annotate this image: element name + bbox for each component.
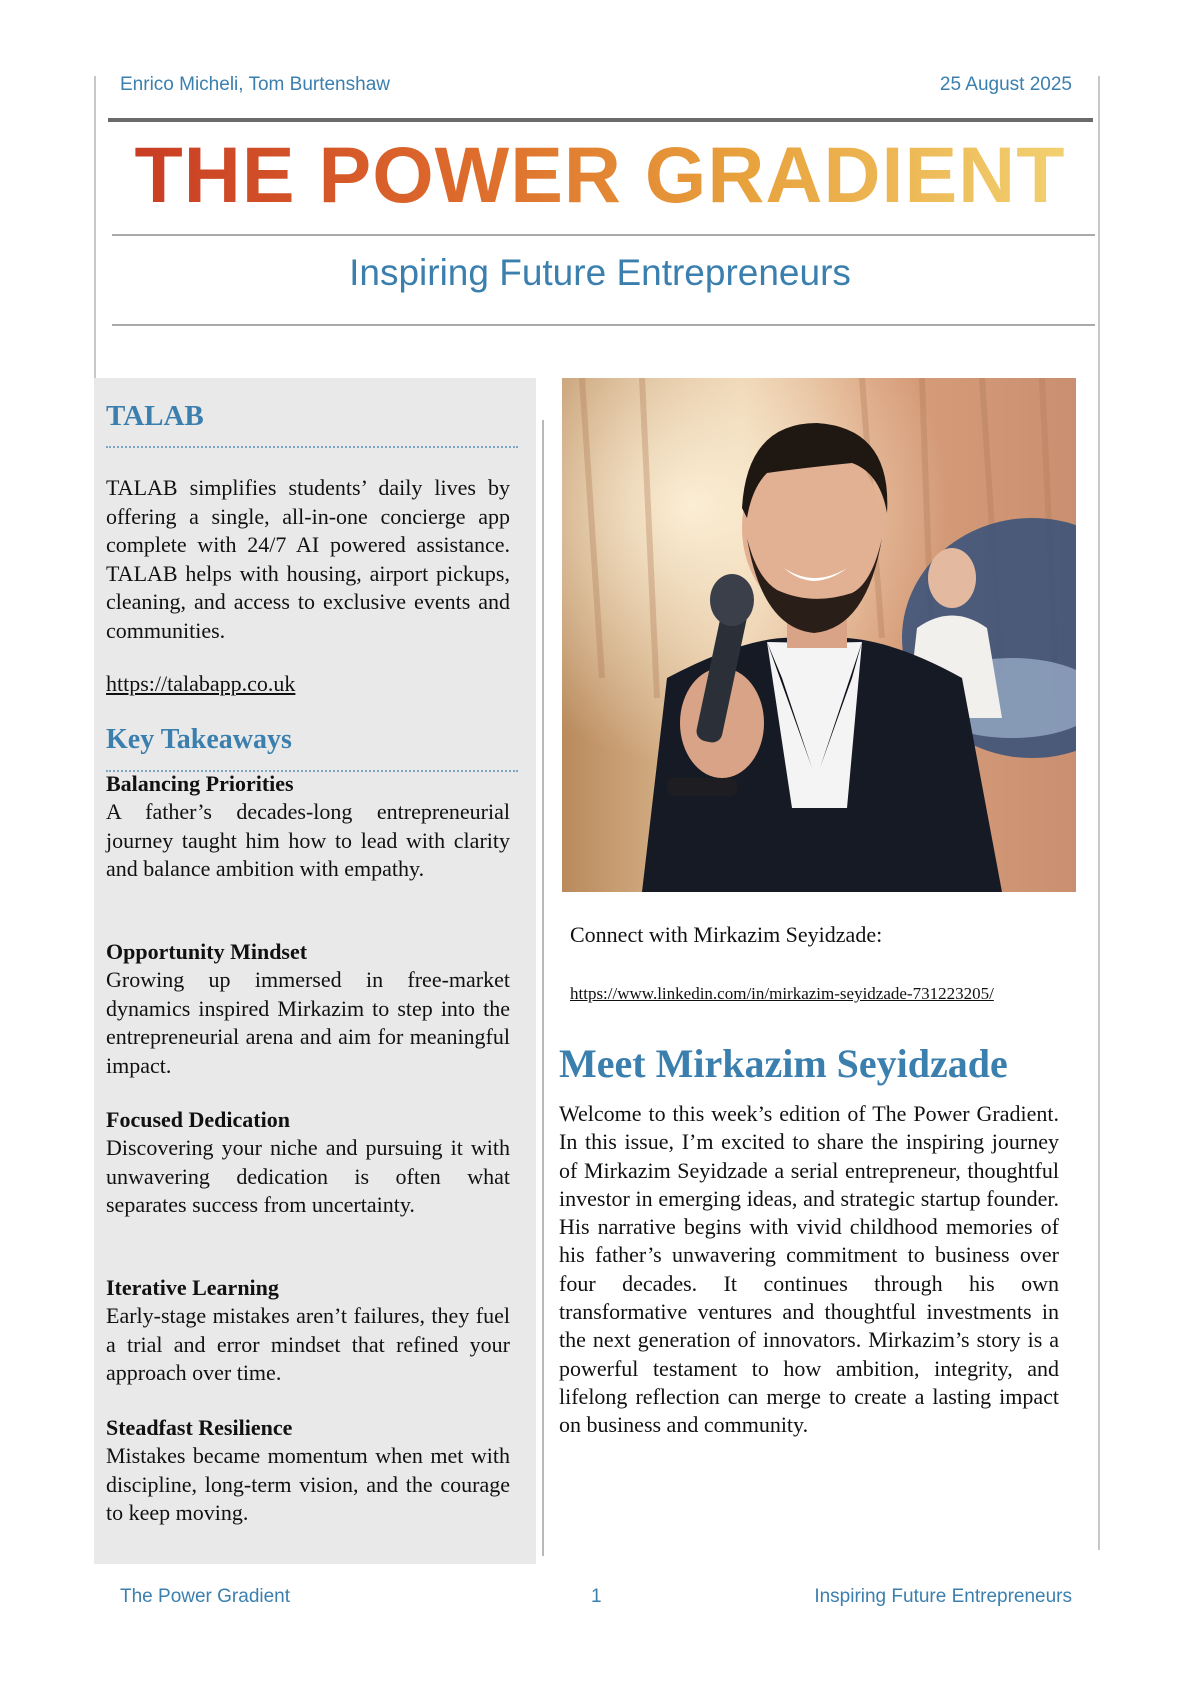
authors: Enrico Micheli, Tom Burtenshaw xyxy=(120,74,390,95)
takeaway-text: Early-stage mistakes aren’t failures, they fuel a trial and error mindset that refined your approach over time. xyxy=(106,1303,510,1385)
company-heading: TALAB xyxy=(106,400,204,432)
takeaway-item xyxy=(106,938,510,1080)
takeaway-title: Steadfast Resilience xyxy=(106,1415,293,1440)
company-link-text[interactable]: https://talabapp.co.uk xyxy=(106,671,296,696)
article-heading: Meet Mirkazim Seyidzade xyxy=(559,1041,1008,1086)
sidebar xyxy=(94,378,536,1564)
footer-page-number: 1 xyxy=(591,1586,602,1607)
takeaway-title: Balancing Priorities xyxy=(106,771,294,796)
takeaway-title: Iterative Learning xyxy=(106,1275,279,1300)
connect-label: Connect with Mirkazim Seyidzade: xyxy=(570,922,883,947)
takeaway-item xyxy=(106,1274,510,1388)
footer-tagline: Inspiring Future Entrepreneurs xyxy=(814,1586,1072,1607)
footer-publication: The Power Gradient xyxy=(120,1586,291,1607)
takeaways-heading: Key Takeaways xyxy=(106,724,292,755)
takeaway-text: Growing up immersed in free-market dynamics inspired Mirkazim to step into the entrepreneurial arena and aim for meaningful impact. xyxy=(106,967,510,1078)
takeaway-item xyxy=(106,770,510,884)
takeaway-text: Mistakes became momentum when met with discipline, long-term vision, and the courage to keep moving. xyxy=(106,1443,510,1525)
masthead-divider xyxy=(112,234,1095,236)
takeaway-item xyxy=(106,1414,510,1528)
frame-right-rule xyxy=(1098,76,1100,1550)
issue-date: 25 August 2025 xyxy=(939,74,1072,95)
masthead-top-rule xyxy=(108,118,1093,122)
newsletter-subtitle: Inspiring Future Entrepreneurs xyxy=(349,252,851,293)
company-heading-divider xyxy=(106,446,518,448)
linkedin-link[interactable]: https://www.linkedin.com/in/mirkazim-seyidzade-731223205/ xyxy=(570,984,994,1003)
takeaway-title: Opportunity Mindset xyxy=(106,939,308,964)
takeaway-item xyxy=(106,1106,510,1220)
company-link[interactable] xyxy=(106,670,510,699)
portrait-photo xyxy=(562,378,1076,892)
column-divider xyxy=(542,420,544,1556)
subtitle-divider xyxy=(112,324,1095,326)
article-body: Welcome to this week’s edition of The Power Gradient. In this issue, I’m excited to share the inspiring journey of Mirkazim Seyidzade a serial entrepreneur, thoughtful investor in emerging ideas, and strategic startup founder. His narrative begins with vivid childhood memories of his father’s unwavering commitment to business over four decades. It continues through his own transformative ventures and thoughtful investments in the next generation of innovators. Mirkazim’s story is a powerful testament to how ambition, integrity, and lifelong reflection can merge to create a lasting impact on business and community. xyxy=(559,1101,1059,1438)
takeaway-text: Discovering your niche and pursuing it with unwavering dedication is often what separates success from uncertainty. xyxy=(106,1135,510,1217)
takeaway-text: A father’s decades-long entrepreneurial journey taught him how to lead with clarity and balance ambition with empathy. xyxy=(106,799,510,881)
takeaway-title: Focused Dedication xyxy=(106,1107,290,1132)
masthead-title: THE POWER GRADIENT xyxy=(134,130,1066,219)
company-description: TALAB simplifies students’ daily lives by offering a single, all-in-one concierge app complete with 24/7 AI powered assistance. TALAB helps with housing, airport pickups, cleaning, and access to exclusive events and communities. xyxy=(106,475,510,643)
